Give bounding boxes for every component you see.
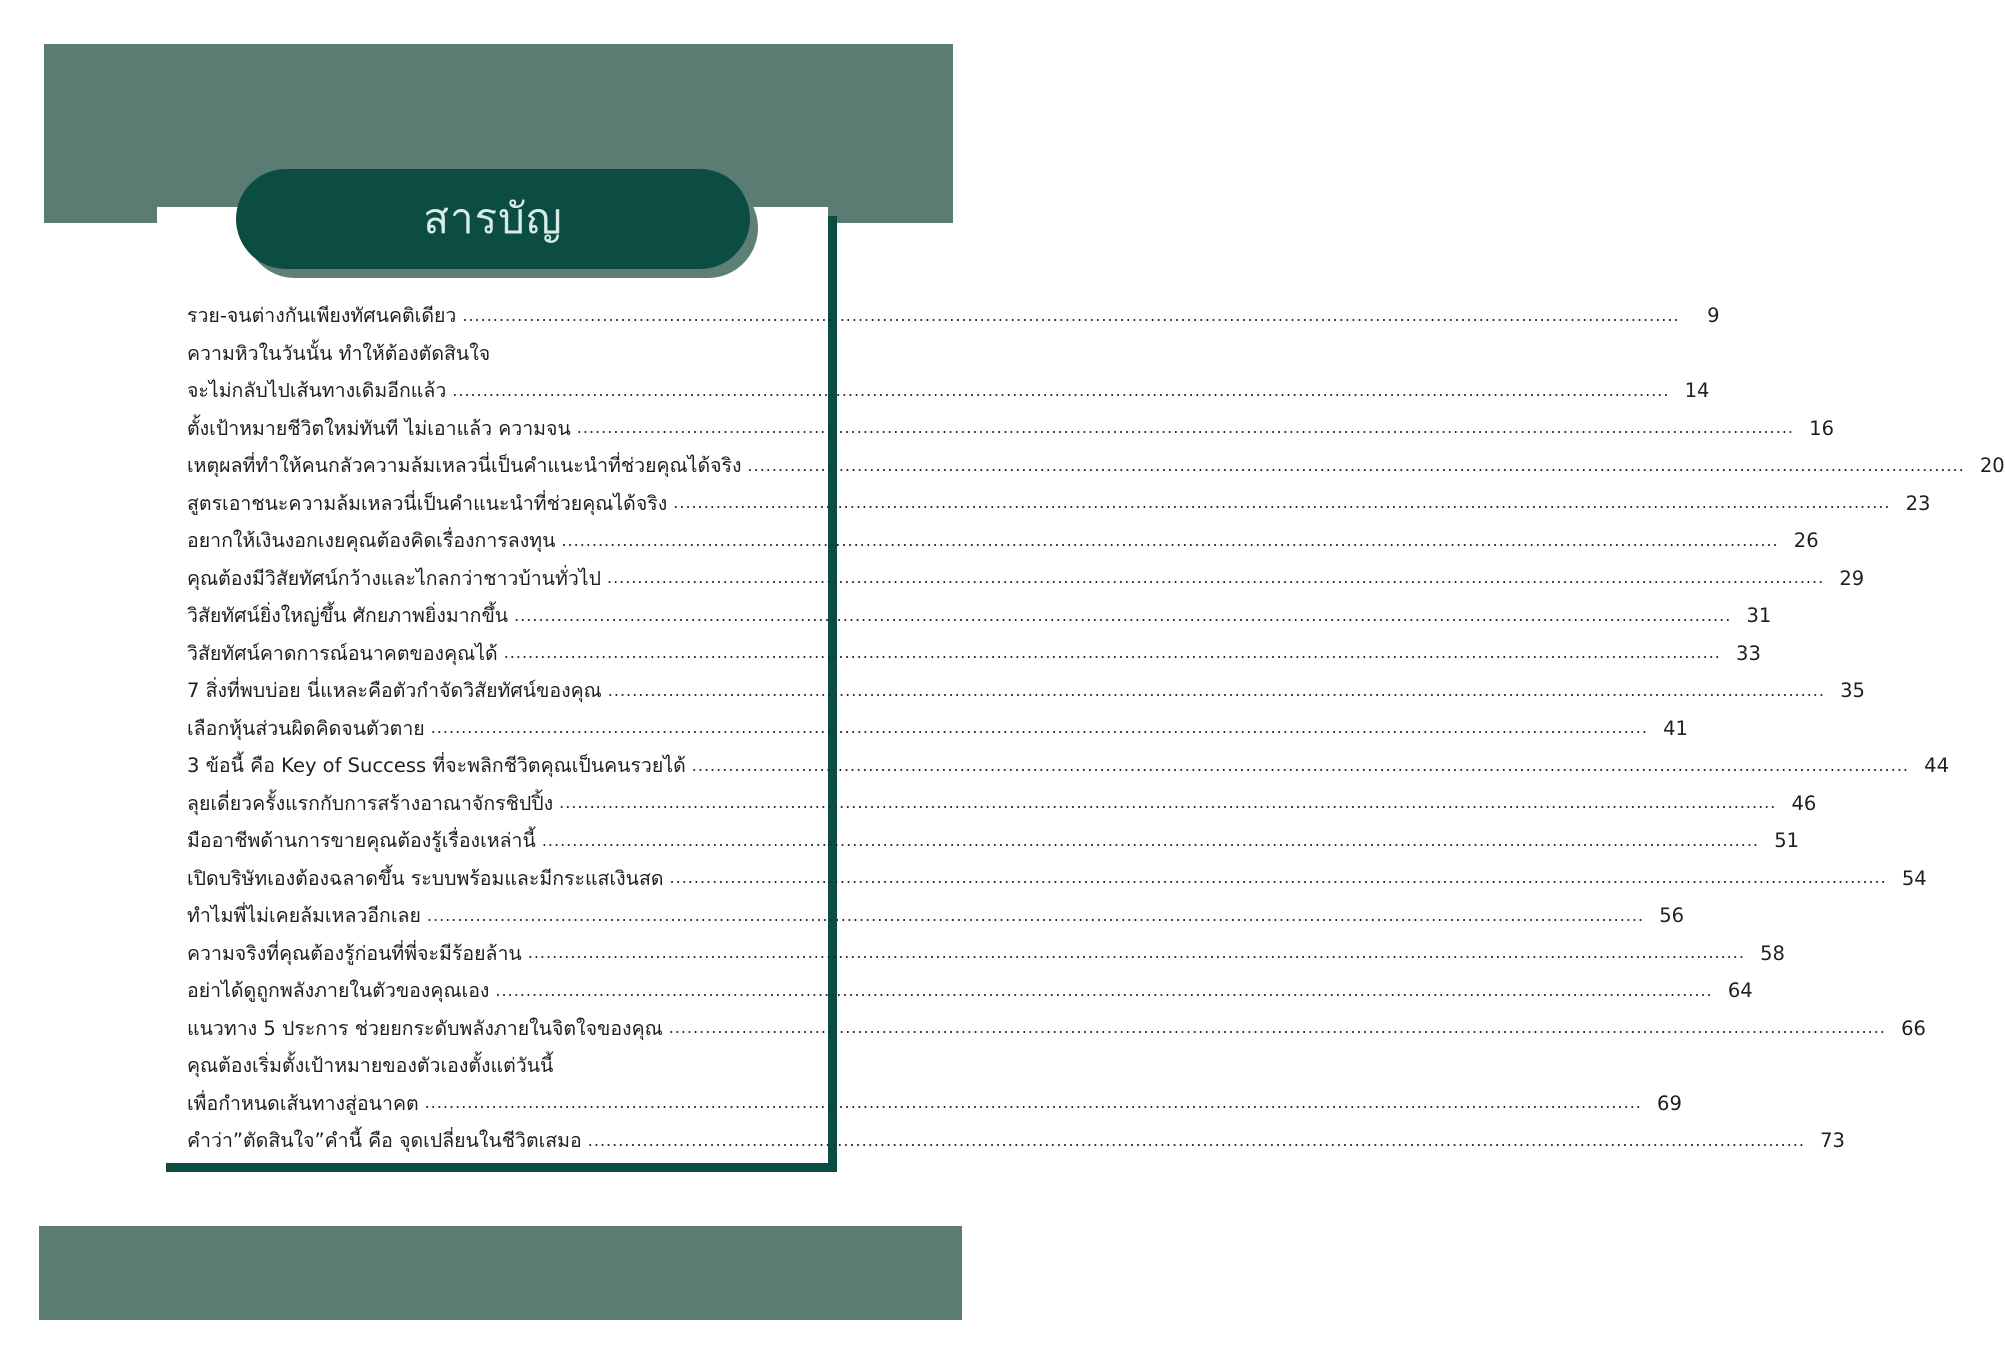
toc-entry [187, 822, 1800, 860]
toc-entry-title: ตั้งเป้าหมายชีวิตใหม่ทันที ไม่เอาแล้ว ความจน [187, 416, 571, 440]
title-banner [236, 169, 750, 269]
toc-dot-leader: ........................................................................................................................................................................................................ [673, 493, 1891, 513]
toc-entry [187, 972, 1753, 1010]
toc-entry [187, 897, 1685, 935]
toc-dot-leader: ........................................................................................................................................................................................................ [462, 305, 1680, 325]
toc-dot-leader: ........................................................................................................................................................................................................ [426, 905, 1645, 925]
toc-entry [187, 522, 1819, 560]
toc-page-number: 51 [1774, 829, 1800, 853]
toc-page-number: 26 [1793, 529, 1819, 553]
toc-entry-title: อย่าได้ดูถูกพลังภายในตัวของคุณเอง [187, 979, 490, 1003]
toc-entry-title: มืออาชีพด้านการขายคุณต้องรู้เรื่องเหล่านี้ [187, 829, 536, 853]
toc-entry-title: เปิดบริษัทเองต้องฉลาดขึ้น ระบบพร้อมและมีกระแสเงินสด [187, 866, 664, 890]
toc-entry-title: อยากให้เงินงอกเงยคุณต้องคิดเรื่องการลงทุน [187, 529, 556, 553]
toc-entry [187, 747, 1949, 785]
toc-page-number: 44 [1924, 754, 1949, 778]
toc-page-number: 54 [1901, 866, 1927, 890]
toc-entry-title: รวย-จนต่างกันเพียงทัศนคติเดียว [187, 304, 457, 328]
toc-entry [187, 447, 2005, 485]
toc-page-number: 31 [1746, 604, 1772, 628]
toc-dot-leader: ........................................................................................................................................................................................................ [514, 605, 1732, 625]
toc-entry [187, 860, 1927, 898]
toc-dot-leader: ........................................................................................................................................................................................................ [607, 568, 1825, 588]
toc-dot-leader: ........................................................................................................................................................................................................ [541, 830, 1760, 850]
toc-entry [187, 672, 1865, 710]
toc-entry [187, 935, 1785, 973]
toc-entry [187, 297, 1720, 335]
toc-entry-title: เหตุผลที่ทำให้คนกลัวความล้มเหลวนี่เป็นคำแนะนำที่ช่วยคุณได้จริง [187, 454, 742, 478]
toc-page-number: 56 [1659, 904, 1685, 928]
toc-entry [187, 710, 1688, 748]
toc-page-number: 29 [1839, 566, 1865, 590]
toc-page-number: 73 [1820, 1129, 1845, 1153]
toc-page-number: 33 [1736, 641, 1761, 665]
toc-entry-title: ลุยเดี่ยวครั้งแรกกับการสร้างอาณาจักรชิปปิ้ง [187, 791, 554, 815]
toc-page-number: 69 [1657, 1091, 1682, 1115]
toc-page-number: 20 [1979, 454, 2005, 478]
toc-entry-title: ทำไมพี่ไม่เคยล้มเหลวอีกเลย [187, 904, 421, 928]
toc-dot-leader: ........................................................................................................................................................................................................ [576, 418, 1794, 438]
toc-page-number: 14 [1684, 379, 1710, 403]
toc-entry [187, 1010, 1926, 1048]
toc-entry-title: คุณต้องเริ่มตั้งเป้าหมายของตัวเองตั้งแต่วันนี้ [187, 1054, 554, 1078]
bottom-decorative-band [39, 1226, 962, 1320]
toc-entry-title: จะไม่กลับไปเส้นทางเดิมอีกแล้ว [187, 379, 447, 403]
toc-entry [187, 335, 802, 373]
toc-entry [187, 1122, 1845, 1160]
toc-dot-leader: ........................................................................................................................................................................................................ [587, 1130, 1805, 1150]
toc-entry-title: คุณต้องมีวิสัยทัศน์กว้างและไกลกว่าชาวบ้านทั่วไป [187, 566, 601, 590]
toc-dot-leader: ........................................................................................................................................................................................................ [452, 380, 1670, 400]
toc-page-number: 41 [1663, 716, 1688, 740]
toc-entry [187, 635, 1761, 673]
toc-dot-leader: ........................................................................................................................................................................................................ [607, 680, 1825, 700]
toc-page-number: 16 [1809, 416, 1834, 440]
toc-dot-leader: ........................................................................................................................................................................................................ [503, 643, 1721, 663]
toc-entry-title: ความจริงที่คุณต้องรู้ก่อนที่พี่จะมีร้อยล้าน [187, 941, 522, 965]
toc-page-number: 35 [1840, 679, 1865, 703]
toc-entry-title: 7 สิ่งที่พบบ่อย นี่แหละคือตัวกำจัดวิสัยทัศน์ของคุณ [187, 679, 602, 703]
toc-page-number: 58 [1760, 941, 1785, 965]
toc-dot-leader: ........................................................................................................................................................................................................ [559, 793, 1777, 813]
toc-dot-leader: ........................................................................................................................................................................................................ [495, 980, 1713, 1000]
toc-dot-leader: ........................................................................................................................................................................................................ [527, 943, 1745, 963]
toc-page-number: 64 [1727, 979, 1753, 1003]
toc-entry [187, 1085, 1682, 1123]
toc-entry-title: แนวทาง 5 ประการ ช่วยยกระดับพลังภายในจิตใจของคุณ [187, 1016, 663, 1040]
toc-entry-title: ความหิวในวันนั้น ทำให้ต้องตัดสินใจ [187, 341, 491, 365]
toc-page-number: 23 [1905, 491, 1931, 515]
toc-entry [187, 1047, 802, 1085]
table-of-contents [187, 297, 2005, 1160]
toc-entry [187, 785, 1817, 823]
toc-entry [187, 560, 1865, 598]
toc-entry-title: วิสัยทัศน์ยิ่งใหญ่ขึ้น ศักยภาพยิ่งมากขึ้น [187, 604, 509, 628]
toc-dot-leader: ........................................................................................................................................................................................................ [668, 1018, 1886, 1038]
toc-entry [187, 597, 1772, 635]
toc-dot-leader: ........................................................................................................................................................................................................ [424, 1093, 1642, 1113]
toc-entry [187, 372, 1710, 410]
toc-entry-title: เพื่อกำหนดเส้นทางสู่อนาคต [187, 1091, 419, 1115]
toc-entry-title: เลือกหุ้นส่วนผิดคิดจนตัวตาย [187, 716, 425, 740]
toc-dot-leader: ........................................................................................................................................................................................................ [430, 718, 1648, 738]
toc-entry-title: 3 ข้อนี้ คือ Key of Success ที่จะพลิกชีวิตคุณเป็นคนรวยได้ [187, 754, 686, 778]
toc-entry [187, 485, 1931, 523]
toc-page-number: 66 [1901, 1016, 1926, 1040]
toc-dot-leader: ........................................................................................................................................................................................................ [561, 530, 1779, 550]
page-title: สารบัญ [423, 194, 563, 243]
toc-page-number: 9 [1707, 304, 1720, 328]
toc-dot-leader: ........................................................................................................................................................................................................ [691, 755, 1909, 775]
toc-entry-title: สูตรเอาชนะความล้มเหลวนี่เป็นคำแนะนำที่ช่วยคุณได้จริง [187, 491, 668, 515]
toc-dot-leader: ........................................................................................................................................................................................................ [747, 455, 1965, 475]
toc-entry [187, 410, 1834, 448]
toc-page-number: 46 [1791, 791, 1817, 815]
toc-entry-title: คำว่า”ตัดสินใจ”คำนี้ คือ จุดเปลี่ยนในชีวิตเสมอ [187, 1129, 582, 1153]
toc-dot-leader: ........................................................................................................................................................................................................ [669, 868, 1887, 888]
toc-entry-title: วิสัยทัศน์คาดการณ์อนาคตของคุณได้ [187, 641, 498, 665]
